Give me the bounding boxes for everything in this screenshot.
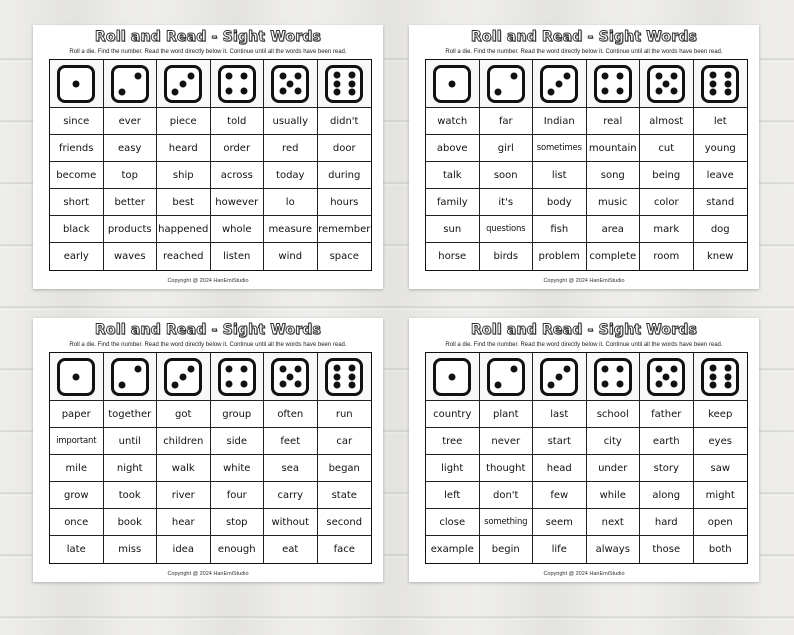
die-pip	[510, 72, 517, 79]
die-pip	[180, 373, 187, 380]
die-pip	[241, 87, 248, 94]
word-cell: example	[426, 536, 480, 563]
die-pip	[556, 80, 563, 87]
word-cell: mark	[640, 216, 694, 243]
die-5-icon	[647, 65, 685, 103]
die-pip	[724, 364, 731, 371]
word-cell: wind	[264, 243, 318, 270]
word-cell: start	[533, 428, 587, 455]
word-cell: however	[211, 189, 265, 216]
word-cell: family	[426, 189, 480, 216]
word-cell: mountain	[587, 135, 641, 162]
word-cell: mile	[50, 455, 104, 482]
word-cell: country	[426, 401, 480, 428]
die-pip	[348, 373, 355, 380]
die-1-icon	[433, 65, 471, 103]
word-cell: list	[533, 162, 587, 189]
word-cell: during	[318, 162, 372, 189]
sheet-instructions: Roll a die. Find the number. Read the word directly below it. Continue until all the words have been read.	[445, 342, 723, 348]
word-cell: story	[640, 455, 694, 482]
die-pip	[556, 373, 563, 380]
word-cell: under	[587, 455, 641, 482]
word-cell: top	[104, 162, 158, 189]
die-pip	[602, 380, 609, 387]
die-4-icon	[594, 358, 632, 396]
word-cell: piece	[157, 108, 211, 135]
word-cell: paper	[50, 401, 104, 428]
die-pip	[655, 366, 662, 373]
die-pip	[670, 73, 677, 80]
die-4-icon	[218, 358, 256, 396]
die-6-icon	[325, 65, 363, 103]
word-cell: reached	[157, 243, 211, 270]
die-pip	[655, 73, 662, 80]
word-cell: sun	[426, 216, 480, 243]
word-grid	[425, 59, 748, 271]
die-pip	[709, 71, 716, 78]
sheet-instructions: Roll a die. Find the number. Read the word directly below it. Continue until all the words have been read.	[445, 49, 723, 55]
die-pip	[655, 380, 662, 387]
die-pip	[226, 73, 233, 80]
word-cell: took	[104, 482, 158, 509]
word-cell: ever	[104, 108, 158, 135]
die-pip	[617, 87, 624, 94]
word-cell: hear	[157, 509, 211, 536]
word-cell: walk	[157, 455, 211, 482]
word-cell: become	[50, 162, 104, 189]
copyright-footer: Copyright @ 2024 HanEmiStudio	[543, 571, 625, 577]
word-cell: across	[211, 162, 265, 189]
die-header-cell	[640, 353, 694, 401]
die-pip	[655, 87, 662, 94]
die-pip	[73, 373, 80, 380]
word-cell: enough	[211, 536, 265, 563]
die-pip	[279, 366, 286, 373]
die-pip	[724, 71, 731, 78]
die-pip	[188, 365, 195, 372]
die-pip	[73, 80, 80, 87]
word-cell: grow	[50, 482, 104, 509]
word-cell: almost	[640, 108, 694, 135]
word-cell: horse	[426, 243, 480, 270]
die-pip	[287, 80, 294, 87]
die-2-icon	[111, 65, 149, 103]
die-pip	[188, 72, 195, 79]
die-pip	[279, 73, 286, 80]
word-cell: eat	[264, 536, 318, 563]
die-3-icon	[540, 358, 578, 396]
word-grid	[425, 352, 748, 564]
word-cell: hours	[318, 189, 372, 216]
sheet-title: Roll and Read - Sight Words	[94, 29, 322, 45]
worksheet-2	[409, 25, 759, 289]
word-cell: happened	[157, 216, 211, 243]
word-cell: four	[211, 482, 265, 509]
sheet-instructions: Roll a die. Find the number. Read the word directly below it. Continue until all the words have been read.	[69, 342, 347, 348]
word-cell: soon	[480, 162, 534, 189]
word-cell: red	[264, 135, 318, 162]
die-header-cell	[587, 353, 641, 401]
word-cell: space	[329, 251, 359, 262]
die-header-cell	[640, 60, 694, 108]
word-cell: best	[157, 189, 211, 216]
die-pip	[709, 364, 716, 371]
die-pip	[348, 364, 355, 371]
copyright-footer: Copyright @ 2024 HanEmiStudio	[167, 278, 249, 284]
die-pip	[548, 381, 555, 388]
word-cell: night	[104, 455, 158, 482]
die-pip	[663, 80, 670, 87]
word-cell: last	[533, 401, 587, 428]
word-cell: idea	[157, 536, 211, 563]
die-pip	[333, 364, 340, 371]
die-pip	[602, 87, 609, 94]
die-pip	[602, 366, 609, 373]
word-cell: above	[426, 135, 480, 162]
word-cell: it's	[480, 189, 534, 216]
word-cell: began	[318, 455, 372, 482]
die-pip	[226, 380, 233, 387]
die-header-cell	[694, 353, 748, 401]
die-pip	[180, 80, 187, 87]
die-pip	[333, 373, 340, 380]
die-pip	[494, 88, 501, 95]
die-header-cell	[587, 60, 641, 108]
word-cell: late	[50, 536, 104, 563]
word-cell: area	[587, 216, 641, 243]
word-cell: color	[640, 189, 694, 216]
sheet-instructions: Roll a die. Find the number. Read the word directly below it. Continue until all the words have been read.	[69, 49, 347, 55]
word-cell: miss	[104, 536, 158, 563]
word-cell: life	[533, 536, 587, 563]
word-cell: stand	[694, 189, 748, 216]
word-cell: once	[50, 509, 104, 536]
die-pip	[226, 366, 233, 373]
word-cell: cut	[640, 135, 694, 162]
word-cell: something	[480, 509, 534, 536]
die-header-cell	[533, 353, 587, 401]
die-pip	[548, 88, 555, 95]
word-cell: second	[318, 509, 372, 536]
word-cell: both	[708, 544, 732, 555]
die-1-icon	[57, 65, 95, 103]
die-pip	[724, 373, 731, 380]
word-cell: usually	[264, 108, 318, 135]
word-cell: together	[104, 401, 158, 428]
die-6-icon	[701, 65, 739, 103]
word-cell: stop	[211, 509, 265, 536]
die-pip	[670, 380, 677, 387]
word-cell: without	[264, 509, 318, 536]
word-cell: complete	[587, 243, 641, 270]
word-cell: book	[104, 509, 158, 536]
die-pip	[670, 87, 677, 94]
word-cell: problem	[533, 243, 587, 270]
word-cell: order	[211, 135, 265, 162]
word-cell: short	[50, 189, 104, 216]
word-cell: few	[533, 482, 587, 509]
die-2-icon	[487, 358, 525, 396]
die-header-cell	[480, 353, 534, 401]
die-header-cell	[426, 353, 480, 401]
word-cell: friends	[50, 135, 104, 162]
sheet-title: Roll and Read - Sight Words	[94, 322, 322, 338]
die-pip	[279, 380, 286, 387]
word-cell: seem	[533, 509, 587, 536]
word-cell: along	[640, 482, 694, 509]
die-pip	[333, 71, 340, 78]
die-6-icon	[701, 358, 739, 396]
word-cell: keep	[694, 401, 748, 428]
die-pip	[287, 373, 294, 380]
die-6-icon	[325, 358, 363, 396]
word-cell: run	[318, 401, 372, 428]
die-pip	[294, 73, 301, 80]
word-cell: thought	[480, 455, 534, 482]
word-cell: next	[587, 509, 641, 536]
die-2-icon	[487, 65, 525, 103]
die-pip	[118, 88, 125, 95]
die-pip	[118, 381, 125, 388]
word-cell: car	[318, 428, 372, 455]
word-cell: never	[480, 428, 534, 455]
die-pip	[724, 89, 731, 96]
word-cell: didn't	[318, 108, 372, 135]
word-cell: head	[533, 455, 587, 482]
word-cell: carry	[264, 482, 318, 509]
die-header-cell	[480, 60, 534, 108]
word-cell: remember	[318, 216, 372, 243]
die-pip	[724, 80, 731, 87]
word-cell: close	[426, 509, 480, 536]
die-pip	[617, 73, 624, 80]
word-cell: black	[50, 216, 104, 243]
die-pip	[279, 87, 286, 94]
word-cell: today	[264, 162, 318, 189]
word-cell: dog	[694, 216, 748, 243]
die-header-cell	[318, 353, 372, 401]
word-cell: always	[587, 536, 641, 563]
word-cell: river	[157, 482, 211, 509]
word-cell: music	[587, 189, 641, 216]
die-pip	[241, 73, 248, 80]
word-cell: hard	[640, 509, 694, 536]
die-header-cell	[104, 353, 158, 401]
die-header-cell	[426, 60, 480, 108]
die-pip	[226, 87, 233, 94]
word-cell: whole	[211, 216, 265, 243]
word-cell: sea	[264, 455, 318, 482]
word-cell: fish	[533, 216, 587, 243]
die-header-cell	[157, 353, 211, 401]
word-cell: since	[50, 108, 104, 135]
word-cell: birds	[480, 243, 534, 270]
die-pip	[510, 365, 517, 372]
die-4-icon	[594, 65, 632, 103]
word-cell: let	[694, 108, 748, 135]
word-cell: got	[157, 401, 211, 428]
die-header-cell	[104, 60, 158, 108]
word-cell: state	[318, 482, 372, 509]
word-cell: white	[211, 455, 265, 482]
word-cell: questions	[480, 216, 534, 243]
word-cell: sometimes	[533, 135, 587, 162]
word-cell: earth	[640, 428, 694, 455]
die-pip	[348, 89, 355, 96]
word-cell: waves	[104, 243, 158, 270]
die-5-icon	[647, 358, 685, 396]
die-header-cell	[157, 60, 211, 108]
word-cell: talk	[426, 162, 480, 189]
worksheet-1	[33, 25, 383, 289]
word-cell: better	[104, 189, 158, 216]
die-header-cell	[211, 353, 265, 401]
die-pip	[333, 80, 340, 87]
word-cell: heard	[157, 135, 211, 162]
die-pip	[709, 89, 716, 96]
die-pip	[172, 381, 179, 388]
word-cell: plant	[480, 401, 534, 428]
word-cell: told	[211, 108, 265, 135]
die-pip	[294, 380, 301, 387]
word-cell: light	[426, 455, 480, 482]
word-cell: tree	[426, 428, 480, 455]
word-cell: being	[640, 162, 694, 189]
word-cell: watch	[426, 108, 480, 135]
die-pip	[294, 366, 301, 373]
die-pip	[134, 365, 141, 372]
die-pip	[602, 73, 609, 80]
word-cell: knew	[707, 251, 734, 262]
word-cell: might	[694, 482, 748, 509]
die-pip	[172, 88, 179, 95]
word-cell: city	[587, 428, 641, 455]
word-cell: Indian	[533, 108, 587, 135]
word-cell: ship	[157, 162, 211, 189]
word-cell: eyes	[694, 428, 748, 455]
die-pip	[709, 373, 716, 380]
word-cell: left	[426, 482, 480, 509]
word-cell: father	[640, 401, 694, 428]
die-header-cell	[264, 60, 318, 108]
worksheet-3	[33, 318, 383, 582]
die-header-cell	[50, 353, 104, 401]
die-3-icon	[540, 65, 578, 103]
die-pip	[348, 382, 355, 389]
copyright-footer: Copyright @ 2024 HanEmiStudio	[167, 571, 249, 577]
die-pip	[724, 382, 731, 389]
die-header-cell	[264, 353, 318, 401]
die-1-icon	[433, 358, 471, 396]
die-pip	[449, 373, 456, 380]
die-2-icon	[111, 358, 149, 396]
word-cell: those	[640, 536, 694, 563]
die-pip	[564, 72, 571, 79]
die-5-icon	[271, 65, 309, 103]
word-cell: school	[587, 401, 641, 428]
die-pip	[709, 382, 716, 389]
word-cell: important	[50, 428, 104, 455]
die-pip	[449, 80, 456, 87]
word-cell: easy	[104, 135, 158, 162]
word-cell: side	[211, 428, 265, 455]
die-pip	[670, 366, 677, 373]
die-pip	[663, 373, 670, 380]
die-4-icon	[218, 65, 256, 103]
die-pip	[617, 380, 624, 387]
die-1-icon	[57, 358, 95, 396]
word-cell: room	[640, 243, 694, 270]
word-cell: young	[694, 135, 748, 162]
word-cell: early	[50, 243, 104, 270]
word-cell: girl	[480, 135, 534, 162]
word-cell: while	[587, 482, 641, 509]
die-pip	[348, 80, 355, 87]
word-cell: don't	[480, 482, 534, 509]
word-grid	[49, 59, 372, 271]
die-pip	[617, 366, 624, 373]
die-pip	[709, 80, 716, 87]
die-pip	[134, 72, 141, 79]
word-cell: group	[211, 401, 265, 428]
word-cell: begin	[480, 536, 534, 563]
die-pip	[241, 366, 248, 373]
word-cell: body	[533, 189, 587, 216]
die-pip	[241, 380, 248, 387]
die-5-icon	[271, 358, 309, 396]
die-pip	[564, 365, 571, 372]
die-header-cell	[50, 60, 104, 108]
die-pip	[348, 71, 355, 78]
die-header-cell	[694, 60, 748, 108]
sheet-title: Roll and Read - Sight Words	[470, 322, 698, 338]
die-pip	[333, 382, 340, 389]
die-header-cell	[318, 60, 372, 108]
word-cell: face	[333, 544, 355, 555]
word-cell: saw	[694, 455, 748, 482]
word-cell: song	[587, 162, 641, 189]
word-cell: real	[587, 108, 641, 135]
die-header-cell	[533, 60, 587, 108]
sheet-title: Roll and Read - Sight Words	[470, 29, 698, 45]
die-pip	[333, 89, 340, 96]
word-cell: leave	[694, 162, 748, 189]
word-cell: feet	[264, 428, 318, 455]
die-pip	[494, 381, 501, 388]
word-grid	[49, 352, 372, 564]
word-cell: far	[480, 108, 534, 135]
word-cell: door	[318, 135, 372, 162]
word-cell: products	[104, 216, 158, 243]
word-cell: until	[104, 428, 158, 455]
worksheet-4	[409, 318, 759, 582]
word-cell: often	[264, 401, 318, 428]
copyright-footer: Copyright @ 2024 HanEmiStudio	[543, 278, 625, 284]
word-cell: listen	[211, 243, 265, 270]
word-cell: open	[694, 509, 748, 536]
die-3-icon	[164, 65, 202, 103]
die-3-icon	[164, 358, 202, 396]
word-cell: children	[157, 428, 211, 455]
die-header-cell	[211, 60, 265, 108]
die-pip	[294, 87, 301, 94]
word-cell: measure	[264, 216, 318, 243]
word-cell: lo	[264, 189, 318, 216]
